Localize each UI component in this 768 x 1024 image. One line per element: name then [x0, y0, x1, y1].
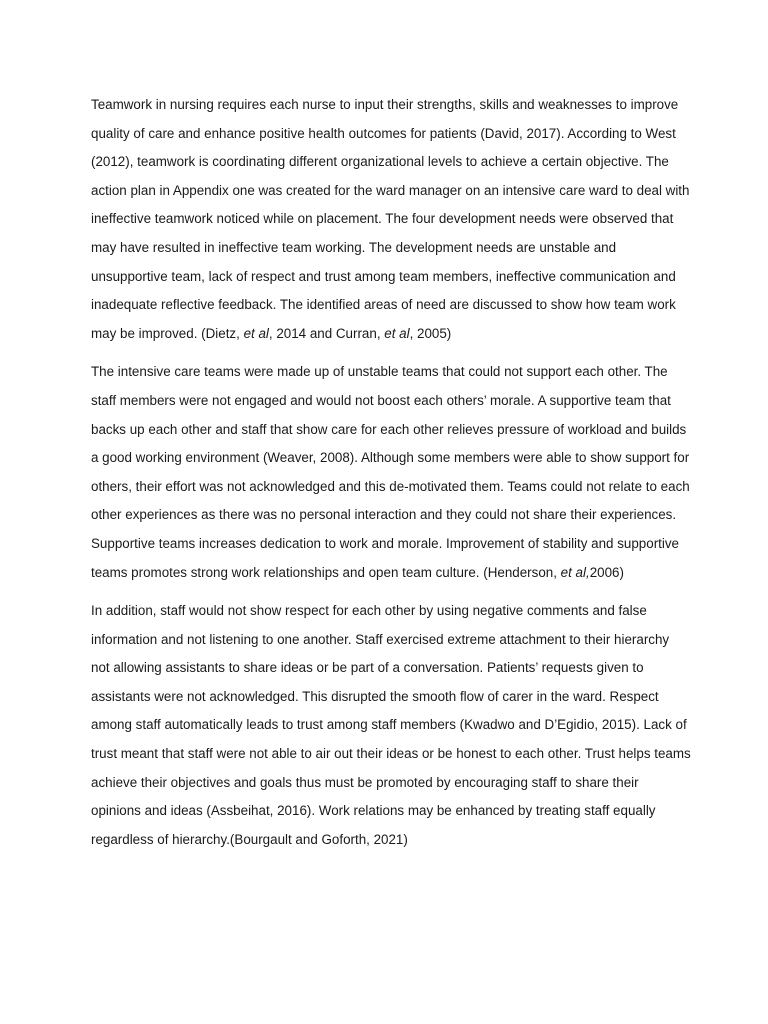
paragraph-text: , 2005) [409, 325, 452, 341]
paragraph-text: Teamwork in nursing requires each nurse to input their strengths, skills and weaknesses to improve quality of care and enhance positive health outcomes for patients (David, 2017). According to West (2012), teamwork is coordinating different organizational levels to achieve a certain objective. The action plan in Appendix one was created for the ward manager on an intensive care ward to deal with ineffective teamwork noticed while on placement. The four development needs were observed that may have resulted in ineffective team working. The development needs are unstable and unsupportive team, lack of respect and trust among team members, ineffective communication and inadequate reflective feedback. The identified areas of need are discussed to show how team work may be improved. (Dietz, [91, 97, 690, 341]
paragraph-text: 2006) [589, 564, 624, 580]
paragraph-1 [91, 91, 691, 348]
italic-citation: et al, [560, 564, 590, 580]
paragraph-2 [91, 358, 691, 587]
paragraph-3 [91, 597, 691, 854]
document-page [91, 91, 691, 864]
italic-citation: et al [243, 325, 269, 341]
paragraph-text: In addition, staff would not show respect for each other by using negative comments and false information and not listening to one another. Staff exercised extreme attachment to their hierarchy not allowing assistants to share ideas or be part of a conversation. Patients’ requests given to assistants were not acknowledged. This disrupted the smooth flow of carer in the ward. Respect among staff automatically leads to trust among staff members (Kwadwo and D’Egidio, 2015). Lack of trust meant that staff were not able to air out their ideas or be honest to each other. Trust helps teams achieve their objectives and goals thus must be promoted by encouraging staff to share their opinions and ideas (Assbeihat, 2016). Work relations may be enhanced by treating staff equally regardless of hierarchy.(Bourgault and Goforth, 2021) [91, 603, 691, 847]
paragraph-text: The intensive care teams were made up of unstable teams that could not support each other. The staff members were not engaged and would not boost each others’ morale. A supportive team that backs up each other and staff that show care for each other relieves pressure of workload and builds a good working environment (Weaver, 2008). Although some members were able to show support for others, their effort was not acknowledged and this de-motivated them. Teams could not relate to each other experiences as there was no personal interaction and they could not share their experiences. Supportive teams increases dedication to work and morale. Improvement of stability and supportive teams promotes strong work relationships and open team culture. (Henderson, [91, 364, 690, 580]
italic-citation: et al [384, 325, 410, 341]
paragraph-text: , 2014 and Curran, [268, 325, 385, 341]
